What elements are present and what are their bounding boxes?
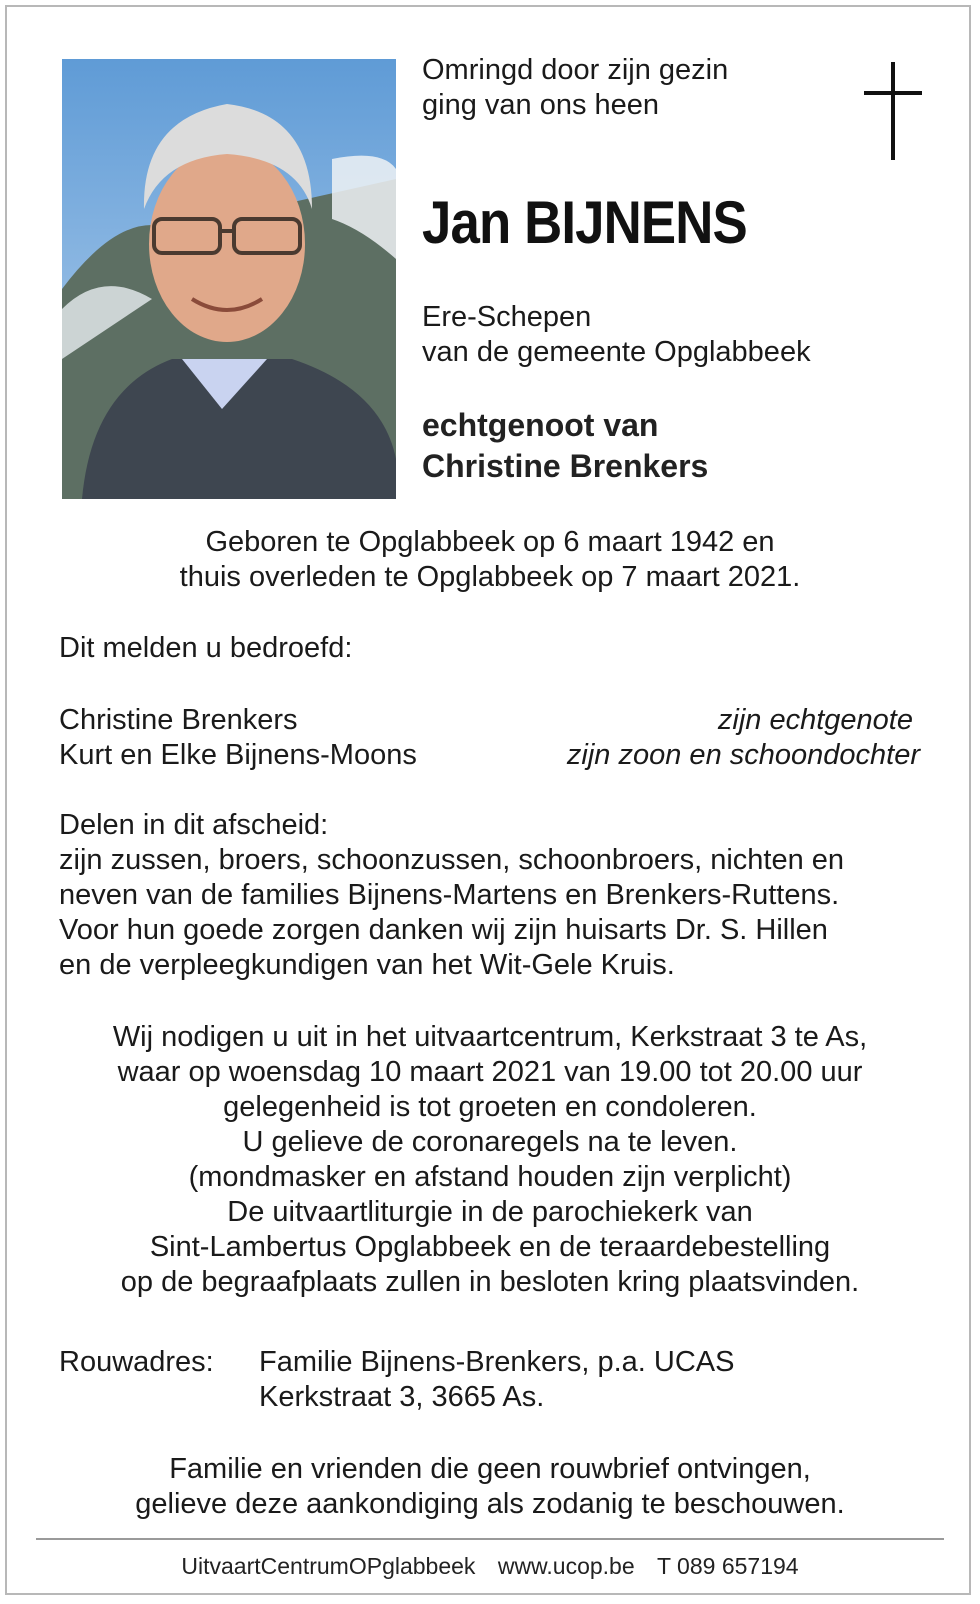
portrait-photo: [62, 59, 396, 499]
cross-icon: [864, 62, 922, 160]
mourner-name: Christine Brenkers: [59, 704, 298, 736]
mourner-row: [59, 738, 919, 773]
closing-text: [0, 1452, 980, 1522]
farewell-text: [59, 808, 844, 983]
honorary-title: [422, 300, 811, 370]
text-line: Familie en vrienden die geen rouwbrief ontvingen,: [169, 1453, 811, 1485]
mourner-row: [59, 703, 919, 738]
text-line: Sint-Lambertus Opglabbeek en de teraardebestelling: [149, 1231, 831, 1263]
text-line: (mondmasker en afstand houden zijn verplicht): [188, 1161, 792, 1193]
text-line: Geboren te Opglabbeek op 6 maart 1942 en: [205, 526, 775, 558]
intro-line: Omringd door zijn gezin: [422, 54, 729, 86]
deceased-name: Jan BIJNENS: [422, 189, 747, 256]
text-line: gelegenheid is tot groeten en condoleren.: [223, 1091, 757, 1123]
mourner-name: Kurt en Elke Bijnens-Moons: [59, 739, 417, 771]
announce-intro: Dit melden u bedroefd:: [59, 632, 353, 664]
spouse-line: Christine Brenkers: [422, 448, 709, 484]
mourner-relation: zijn echtgenote: [717, 704, 913, 736]
text-line: neven van de families Bijnens-Martens en Brenkers-Ruttens.: [59, 879, 840, 911]
text-line: De uitvaartliturgie in de parochiekerk van: [227, 1196, 753, 1228]
text-line: Wij nodigen u uit in het uitvaartcentrum, Kerkstraat 3 te As,: [112, 1021, 868, 1053]
footer: [0, 1553, 980, 1580]
spouse-text: [422, 405, 708, 487]
intro-line: ging van ons heen: [422, 89, 660, 121]
text-line: zijn zussen, broers, schoonzussen, schoonbroers, nichten en: [59, 844, 845, 876]
text-line: gelieve deze aankondiging als zodanig te beschouwen.: [135, 1488, 845, 1520]
text-line: en de verpleegkundigen van het Wit-Gele Kruis.: [59, 949, 675, 981]
title-line: van de gemeente Opglabbeek: [422, 336, 811, 368]
footer-divider: [36, 1538, 944, 1540]
footer-phone: T 089 657194: [657, 1553, 799, 1579]
text-line: thuis overleden te Opglabbeek op 7 maart 2021.: [179, 561, 801, 593]
text-line: Delen in dit afscheid:: [59, 809, 329, 841]
text-line: op de begraafplaats zullen in besloten kring plaatsvinden.: [120, 1266, 860, 1298]
text-line: waar op woensdag 10 maart 2021 van 19.00 tot 20.00 uur: [117, 1056, 863, 1088]
footer-website[interactable]: www.ucop.be: [497, 1553, 635, 1579]
mourner-relation: zijn zoon en schoondochter: [566, 739, 920, 771]
footer-company: UitvaartCentrumOPglabbeek: [181, 1553, 476, 1579]
text-line: U gelieve de coronaregels na te leven.: [242, 1126, 738, 1158]
address-label: Rouwadres:: [59, 1346, 214, 1378]
intro-text: [422, 53, 728, 123]
address-line: Kerkstraat 3, 3665 As.: [259, 1381, 545, 1413]
address-line: Familie Bijnens-Brenkers, p.a. UCAS: [259, 1346, 735, 1378]
birth-death-text: [0, 525, 980, 595]
invitation-text: [0, 1020, 980, 1300]
title-line: Ere-Schepen: [422, 301, 592, 333]
text-line: Voor hun goede zorgen danken wij zijn huisarts Dr. S. Hillen: [59, 914, 828, 946]
spouse-line: echtgenoot van: [422, 407, 659, 443]
